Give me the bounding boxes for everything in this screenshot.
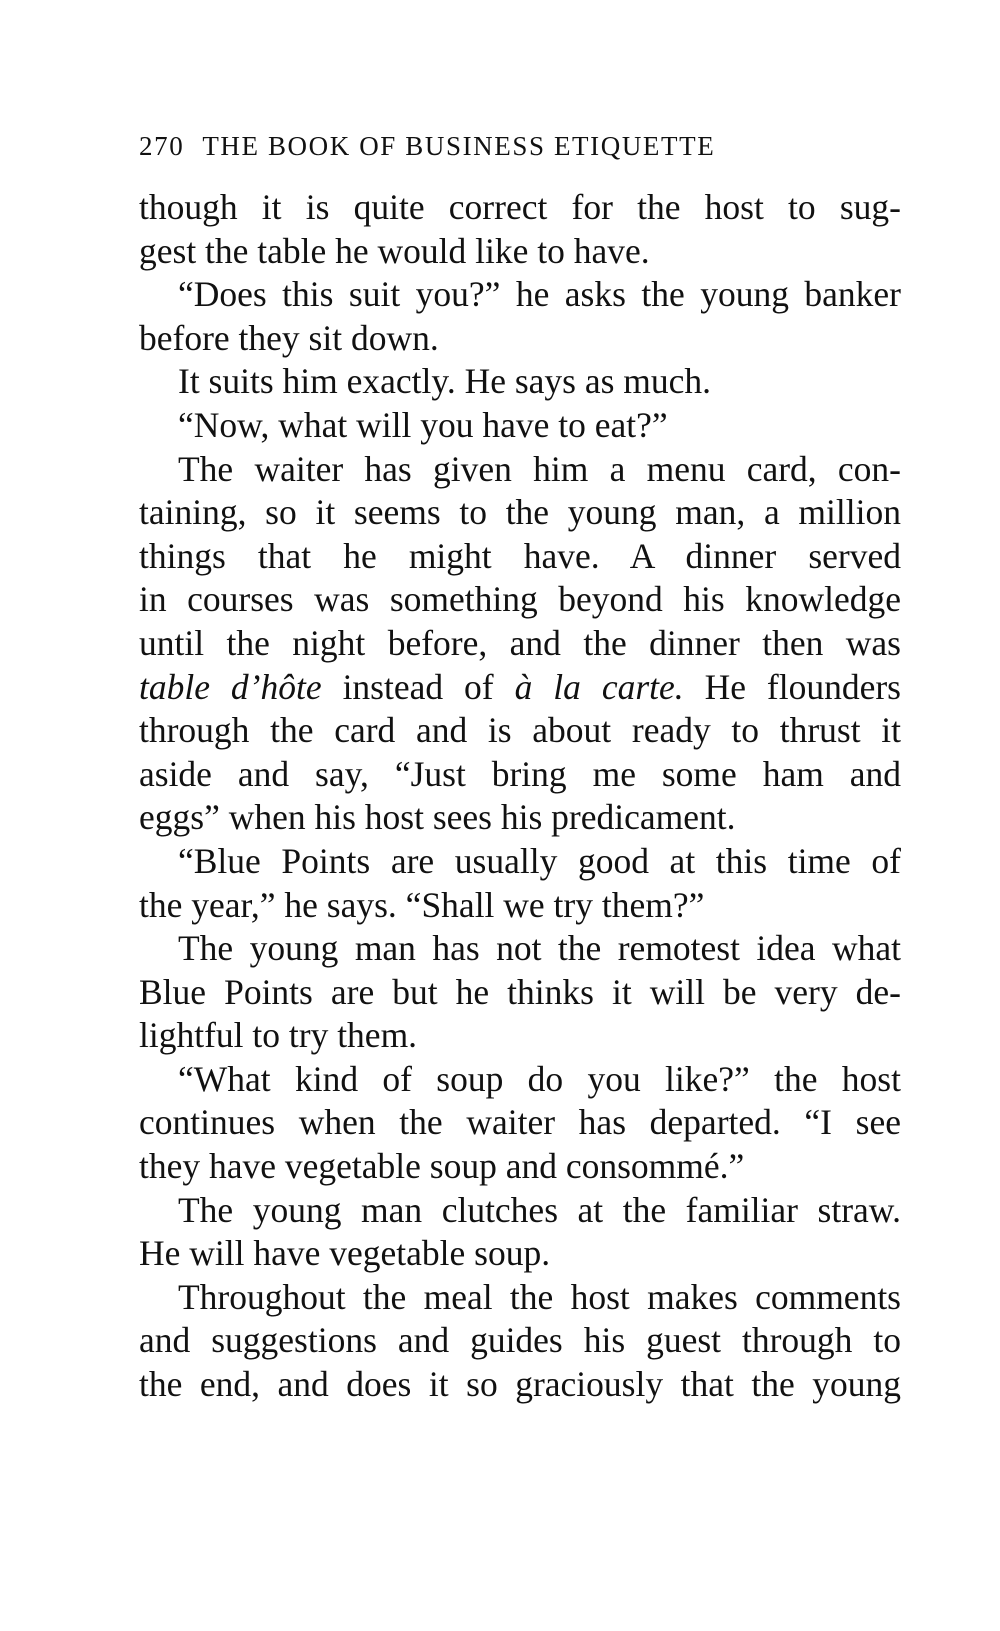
text-line: though it is quite correct for the host to sug- (139, 187, 901, 227)
text-line: lightful to try them. (139, 1015, 418, 1056)
page-number: 270 (139, 131, 185, 161)
text-line (139, 666, 901, 710)
text-line: Throughout the meal the host makes comments (178, 1276, 901, 1317)
text-line: eggs” when his host sees his predicament. (139, 797, 736, 838)
text-line: the year,” he says. “Shall we try them?” (139, 884, 705, 925)
text-segment: instead of (321, 666, 515, 707)
text-line: and suggestions and guides his guest through to (139, 1320, 901, 1361)
text-line: The young man clutches at the familiar straw. (178, 1189, 901, 1230)
italic-phrase: à la carte. (514, 666, 684, 707)
text-line: things that he might have. A dinner served (139, 535, 901, 576)
running-title: THE BOOK OF BUSINESS ETIQUETTE (202, 131, 716, 161)
text-line: the end, and does it so graciously that the young (139, 1364, 901, 1405)
text-line: in courses was something beyond his knowledge (139, 579, 901, 620)
text-line: The waiter has given him a menu card, con- (178, 448, 901, 489)
text-line: “Blue Points are usually good at this time of (178, 840, 901, 881)
text-line: gest the table he would like to have. (139, 230, 650, 271)
text-line: He will have vegetable soup. (139, 1233, 551, 1274)
italic-phrase: table d’hôte (139, 666, 322, 707)
text-line: It suits him exactly. He says as much. (178, 361, 712, 402)
text-line: aside and say, “Just bring me some ham and (139, 753, 901, 794)
text-line: they have vegetable soup and consommé.” (139, 1146, 745, 1187)
text-line: through the card and is about ready to thrust it (139, 710, 901, 751)
text-line: “Does this suit you?” he asks the young banker (178, 274, 901, 315)
body-text (139, 186, 901, 1407)
text-line: continues when the waiter has departed. “I see (139, 1102, 901, 1143)
text-line: Blue Points are but he thinks it will be very de- (139, 971, 901, 1012)
text-line: “Now, what will you have to eat?” (178, 404, 668, 445)
text-line: taining, so it seems to the young man, a million (139, 492, 901, 533)
text-line: before they sit down. (139, 317, 439, 358)
running-head (139, 131, 899, 161)
text-line: until the night before, and the dinner then was (139, 622, 901, 663)
text-line: “What kind of soup do you like?” the host (178, 1058, 901, 1099)
text-segment: He flounders (683, 666, 901, 707)
text-line: The young man has not the remotest idea what (178, 928, 901, 969)
